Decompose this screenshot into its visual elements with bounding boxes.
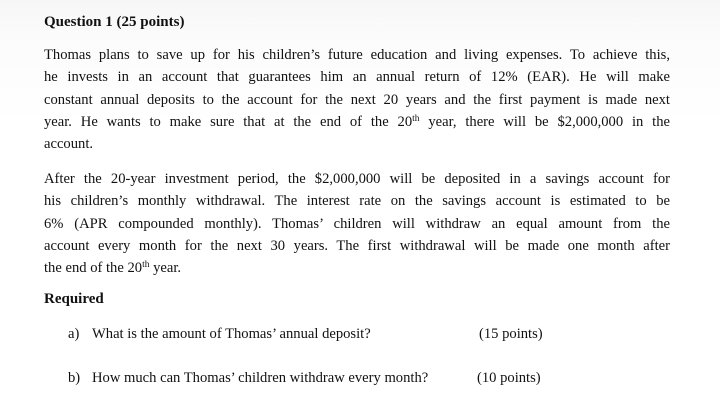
question-title: Question 1 (25 points) [44, 14, 185, 30]
paragraph-line: he invests in an account that guarantees him an annual return of 12% (EAR). He will make [44, 69, 670, 86]
item-marker: b) [68, 370, 81, 386]
paragraph-line-text: year. He wants to make sure that at the end of the 20 [44, 113, 413, 130]
paragraph-line: account. [44, 136, 94, 153]
paragraph-line: account every month for the next 30 years. The first withdrawal will be made one month after [44, 237, 670, 254]
ordinal-superscript: th [142, 259, 150, 270]
item-points: (15 points) [479, 326, 543, 342]
paragraph-line: After the 20-year investment period, the $2,000,000 will be deposited in a savings account for [44, 171, 670, 187]
item-question: What is the amount of Thomas’ annual deposit? [92, 326, 371, 342]
required-item-b [68, 368, 428, 388]
scenario-paragraph-withdrawal [44, 168, 670, 279]
paragraph-line-text: the end of the 20 [44, 260, 143, 277]
required-item-a [68, 324, 371, 344]
ordinal-superscript: th [412, 113, 420, 124]
paragraph-line: constant annual deposits to the account for the next 20 years and the first payment is made next [44, 91, 670, 108]
item-marker: a) [68, 326, 80, 342]
scenario-paragraph-savings [44, 44, 670, 155]
item-points: (10 points) [477, 370, 541, 386]
paragraph-line [44, 111, 670, 133]
required-heading: Required [44, 291, 104, 307]
paragraph-line: Thomas plans to save up for his children’s future education and living expenses. To achieve this, [44, 47, 670, 63]
item-question: How much can Thomas’ children withdraw every month? [92, 370, 429, 386]
paragraph-line: his children’s monthly withdrawal. The interest rate on the savings account is estimated to be [44, 193, 670, 210]
paragraph-line-text: year. [149, 260, 182, 277]
paragraph-line-text: year, there will be $2,000,000 in the [419, 113, 670, 130]
paragraph-line: 6% (APR compounded monthly). Thomas’ children will withdraw an equal amount from the [44, 215, 670, 232]
paragraph-line [44, 257, 670, 279]
